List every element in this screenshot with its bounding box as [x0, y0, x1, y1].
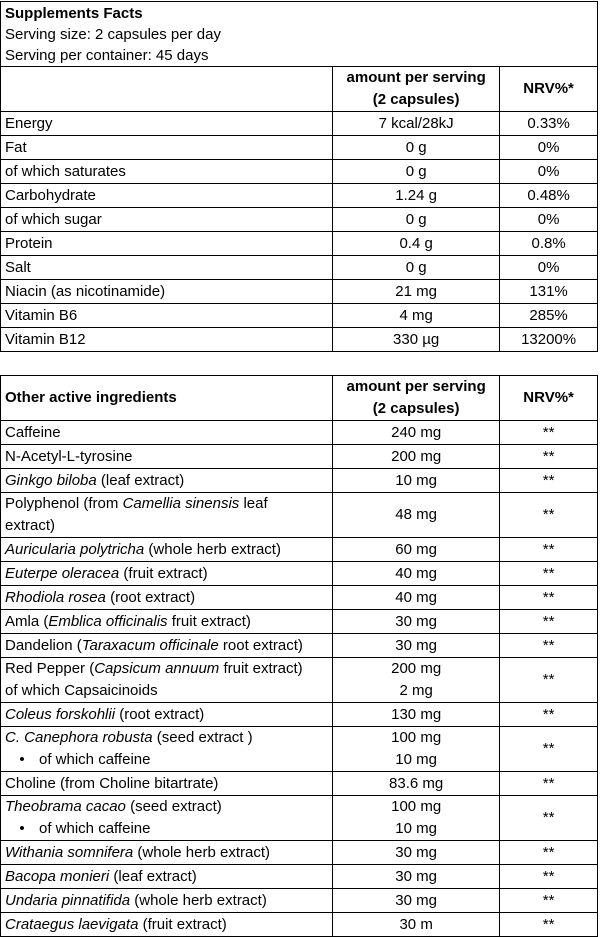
facts-row	[1, 280, 598, 304]
nutrient-amount: 330 µg	[333, 328, 500, 352]
ingredient-latin-name: Bacopa monieri	[5, 867, 110, 885]
ingredient-row	[1, 421, 598, 445]
ingredient-name-cell	[1, 841, 333, 865]
ingredient-latin-name: Emblica officinalis	[48, 612, 168, 630]
ingredient-name-suffix: (whole herb extract)	[144, 540, 281, 558]
ingredient-nrv: **	[500, 889, 598, 913]
ingredient-name-cell	[1, 469, 333, 493]
ingredient-name-suffix: (leaf extract)	[109, 867, 197, 885]
ingredient-name-cell	[1, 421, 333, 445]
nutrient-amount: 0 g	[333, 136, 500, 160]
other-column-header-amount	[333, 376, 500, 421]
ingredient-row	[1, 538, 598, 562]
ingredient-row	[1, 445, 598, 469]
nutrient-name: Salt	[1, 256, 333, 280]
nutrient-amount: 0 g	[333, 208, 500, 232]
ingredient-name-suffix: leaf	[239, 495, 268, 512]
ingredient-amount-cell	[333, 796, 500, 841]
ingredient-name-suffix: (root extract)	[115, 705, 205, 723]
ingredient-amount-cell	[333, 841, 500, 865]
nutrient-name: of which sugar	[1, 208, 333, 232]
ingredient-name-suffix: (fruit extract)	[119, 564, 208, 582]
ingredient-name-cell	[1, 658, 333, 703]
facts-row	[1, 304, 598, 328]
nutrient-name: Vitamin B6	[1, 304, 333, 328]
facts-column-header-nrv: NRV%*	[500, 67, 598, 112]
ingredient-name-suffix: (whole herb extract)	[133, 843, 270, 861]
ingredient-amount: 30 mg	[395, 612, 437, 630]
ingredient-row	[1, 727, 598, 772]
ingredient-amount-cell	[333, 865, 500, 889]
ingredient-amount-cell	[333, 658, 500, 703]
ingredient-latin-name: Rhodiola rosea	[5, 588, 106, 606]
nutrient-nrv: 0%	[500, 160, 598, 184]
ingredient-nrv: **	[500, 796, 598, 841]
ingredient-latin-name: Crataegus laevigata	[5, 915, 139, 933]
ingredient-row	[1, 841, 598, 865]
other-column-header-row	[1, 376, 598, 421]
ingredient-amount-cell	[333, 493, 500, 538]
ingredient-amount-cell	[333, 727, 500, 772]
supplements-facts-table	[0, 1, 598, 352]
ingredient-row	[1, 586, 598, 610]
ingredient-nrv: **	[500, 865, 598, 889]
ingredient-latin-name: Camellia sinensis	[122, 495, 240, 512]
ingredient-name-cell	[1, 865, 333, 889]
ingredient-amount: 200 mg	[391, 660, 442, 677]
facts-row	[1, 208, 598, 232]
ingredient-name	[5, 611, 328, 633]
ingredient-name-cell	[1, 634, 333, 658]
facts-row	[1, 232, 598, 256]
facts-row	[1, 112, 598, 136]
nutrient-nrv: 0.8%	[500, 232, 598, 256]
ingredient-name	[5, 563, 328, 585]
ingredient-amount: 30 m	[399, 915, 433, 933]
ingredient-sub-amount: 10 mg	[395, 751, 437, 768]
ingredient-row	[1, 889, 598, 913]
ingredient-nrv: **	[500, 634, 598, 658]
ingredient-subline	[5, 749, 328, 771]
ingredient-nrv: **	[500, 658, 598, 703]
ingredient-amount-cell	[333, 562, 500, 586]
ingredient-amount: 30 mg	[395, 891, 437, 909]
nutrient-nrv: 0%	[500, 136, 598, 160]
nutrient-name: Niacin (as nicotinamide)	[1, 280, 333, 304]
nutrient-name: Protein	[1, 232, 333, 256]
ingredient-name-prefix: Red Pepper (	[5, 660, 95, 677]
ingredient-subline-text: of which Capsaicinoids	[5, 682, 158, 699]
ingredient-amount-cell	[333, 913, 500, 937]
ingredient-subline-text: of which caffeine	[39, 820, 151, 837]
other-ingredients-table	[0, 375, 598, 937]
nutrient-nrv: 131%	[500, 280, 598, 304]
facts-column-header-blank	[1, 67, 333, 112]
ingredient-name	[5, 914, 328, 936]
ingredient-latin-name: Capsicum annuum	[94, 660, 220, 677]
amount-header-line1: amount per serving	[346, 378, 486, 395]
nutrient-amount: 21 mg	[333, 280, 500, 304]
other-title: Other active ingredients	[1, 376, 333, 421]
ingredient-name-prefix: Dandelion (	[5, 636, 82, 654]
ingredient-amount: 83.6 mg	[389, 774, 444, 792]
ingredient-row	[1, 913, 598, 937]
ingredient-name	[5, 796, 328, 818]
ingredient-row	[1, 703, 598, 727]
ingredient-name-suffix: (fruit extract)	[138, 915, 227, 933]
ingredient-name-cell	[1, 586, 333, 610]
ingredient-sub-amount: 2 mg	[399, 682, 433, 699]
nutrient-amount: 0.4 g	[333, 232, 500, 256]
serving-size: Serving size: 2 capsules per day	[5, 26, 221, 43]
ingredient-latin-name: Auricularia polytricha	[5, 540, 145, 558]
facts-header-cell	[1, 2, 598, 67]
ingredient-row	[1, 865, 598, 889]
ingredient-nrv: **	[500, 727, 598, 772]
ingredient-name-suffix: (whole herb extract)	[130, 891, 267, 909]
ingredient-amount: 40 mg	[395, 588, 437, 606]
facts-column-header-amount	[333, 67, 500, 112]
ingredient-amount: 30 mg	[395, 636, 437, 654]
ingredient-nrv: **	[500, 772, 598, 796]
ingredient-nrv: **	[500, 703, 598, 727]
ingredient-amount-cell	[333, 703, 500, 727]
nutrient-nrv: 285%	[500, 304, 598, 328]
ingredient-subline	[5, 515, 328, 537]
ingredient-amount-cell	[333, 610, 500, 634]
ingredient-row	[1, 562, 598, 586]
ingredient-row	[1, 469, 598, 493]
ingredient-nrv: **	[500, 562, 598, 586]
facts-column-header-row	[1, 67, 598, 112]
ingredient-latin-name: Undaria pinnatifida	[5, 891, 131, 909]
ingredient-row	[1, 772, 598, 796]
ingredient-name-suffix: (leaf extract)	[96, 471, 185, 489]
bullet-icon: •	[19, 751, 25, 768]
ingredient-subline-text: extract)	[5, 517, 56, 534]
nutrient-name: Vitamin B12	[1, 328, 333, 352]
ingredient-amount: 100 mg	[391, 798, 442, 815]
ingredient-name	[5, 446, 328, 468]
ingredient-name-cell	[1, 703, 333, 727]
ingredient-name	[5, 890, 328, 912]
ingredient-amount: 130 mg	[391, 705, 442, 723]
ingredient-nrv: **	[500, 469, 598, 493]
nutrient-nrv: 13200%	[500, 328, 598, 352]
ingredient-row	[1, 796, 598, 841]
nutrient-amount: 0 g	[333, 256, 500, 280]
ingredient-amount: 30 mg	[395, 843, 437, 861]
ingredient-name-suffix: root extract)	[218, 636, 303, 654]
ingredient-name	[5, 422, 328, 444]
ingredient-latin-name: Withania somnifera	[5, 843, 134, 861]
nutrient-amount: 1.24 g	[333, 184, 500, 208]
ingredient-name	[5, 539, 328, 561]
nutrient-amount: 4 mg	[333, 304, 500, 328]
ingredient-amount-cell	[333, 469, 500, 493]
ingredient-amount-cell	[333, 586, 500, 610]
ingredient-name-cell	[1, 772, 333, 796]
ingredient-name-cell	[1, 493, 333, 538]
ingredient-amount: 48 mg	[395, 506, 437, 523]
ingredient-amount-cell	[333, 634, 500, 658]
amount-header-line2: (2 capsules)	[372, 400, 460, 417]
facts-title: Supplements Facts	[5, 5, 143, 22]
ingredient-latin-name: C. Canephora robusta	[5, 729, 153, 746]
ingredient-latin-name: Ginkgo biloba	[5, 471, 97, 489]
nutrient-name: Fat	[1, 136, 333, 160]
ingredient-amount: 240 mg	[391, 423, 442, 441]
ingredient-name	[5, 493, 328, 515]
ingredient-latin-name: Coleus forskohlii	[5, 705, 116, 723]
bullet-icon: •	[19, 820, 25, 837]
nutrient-nrv: 0.33%	[500, 112, 598, 136]
ingredient-name-suffix: fruit extract)	[167, 612, 251, 630]
ingredient-name-cell	[1, 445, 333, 469]
ingredient-amount-cell	[333, 889, 500, 913]
ingredient-amount: 40 mg	[395, 564, 437, 582]
ingredient-name-cell	[1, 562, 333, 586]
nutrient-name: of which saturates	[1, 160, 333, 184]
ingredient-name-suffix: (root extract)	[105, 588, 196, 606]
ingredient-name	[5, 658, 328, 680]
nutrient-amount: 7 kcal/28kJ	[333, 112, 500, 136]
ingredient-nrv: **	[500, 913, 598, 937]
ingredient-nrv: **	[500, 538, 598, 562]
ingredient-name	[5, 773, 328, 795]
ingredient-name-cell	[1, 796, 333, 841]
ingredient-name-cell	[1, 610, 333, 634]
ingredient-name-text: N-Acetyl-L-tyrosine	[5, 447, 133, 465]
ingredient-name-text: Caffeine	[5, 423, 61, 441]
ingredient-amount: 30 mg	[395, 867, 437, 885]
nutrient-name: Energy	[1, 112, 333, 136]
ingredient-name-cell	[1, 889, 333, 913]
ingredient-row	[1, 658, 598, 703]
ingredient-name	[5, 866, 328, 888]
facts-row	[1, 184, 598, 208]
ingredient-name	[5, 704, 328, 726]
ingredient-name	[5, 842, 328, 864]
ingredient-amount-cell	[333, 445, 500, 469]
facts-row	[1, 328, 598, 352]
ingredient-nrv: **	[500, 493, 598, 538]
ingredient-subline-text: of which caffeine	[39, 751, 151, 768]
facts-row	[1, 136, 598, 160]
ingredient-amount: 60 mg	[395, 540, 437, 558]
ingredient-name	[5, 727, 328, 749]
other-column-header-nrv: NRV%*	[500, 376, 598, 421]
ingredient-name-prefix: Polyphenol (from	[5, 495, 123, 512]
ingredient-subline	[5, 818, 328, 840]
ingredient-amount: 100 mg	[391, 729, 442, 746]
ingredient-name-cell	[1, 727, 333, 772]
nutrient-amount: 0 g	[333, 160, 500, 184]
ingredient-latin-name: Euterpe oleracea	[5, 564, 120, 582]
ingredient-sub-amount: 10 mg	[395, 820, 437, 837]
ingredient-subline	[5, 680, 328, 702]
ingredient-latin-name: Taraxacum officinale	[81, 636, 219, 654]
ingredient-name-cell	[1, 913, 333, 937]
ingredient-amount-cell	[333, 772, 500, 796]
amount-header-line1: amount per serving	[346, 69, 486, 86]
ingredient-nrv: **	[500, 586, 598, 610]
ingredient-name	[5, 635, 328, 657]
ingredient-name-suffix: (seed extract )	[152, 729, 253, 746]
nutrient-nrv: 0%	[500, 256, 598, 280]
ingredient-amount: 200 mg	[391, 447, 442, 465]
ingredient-nrv: **	[500, 421, 598, 445]
ingredient-name	[5, 587, 328, 609]
ingredient-nrv: **	[500, 445, 598, 469]
nutrient-name: Carbohydrate	[1, 184, 333, 208]
ingredient-row	[1, 493, 598, 538]
facts-row	[1, 256, 598, 280]
ingredient-amount-cell	[333, 538, 500, 562]
facts-header-row	[1, 2, 598, 67]
facts-row	[1, 160, 598, 184]
serving-per-container: Serving per container: 45 days	[5, 47, 209, 64]
ingredient-nrv: **	[500, 610, 598, 634]
nutrient-nrv: 0.48%	[500, 184, 598, 208]
ingredient-nrv: **	[500, 841, 598, 865]
nutrient-nrv: 0%	[500, 208, 598, 232]
ingredient-latin-name: Theobrama cacao	[5, 798, 126, 815]
ingredient-name-cell	[1, 538, 333, 562]
ingredient-amount: 10 mg	[395, 471, 437, 489]
amount-header-line2: (2 capsules)	[372, 91, 460, 108]
ingredient-row	[1, 610, 598, 634]
ingredient-name-text: Choline (from Choline bitartrate)	[5, 774, 219, 792]
ingredient-name-suffix: fruit extract)	[219, 660, 303, 677]
ingredient-name	[5, 470, 328, 492]
ingredient-name-prefix: Amla (	[5, 612, 49, 630]
ingredient-row	[1, 634, 598, 658]
ingredient-amount-cell	[333, 421, 500, 445]
ingredient-name-suffix: (seed extract)	[125, 798, 222, 815]
